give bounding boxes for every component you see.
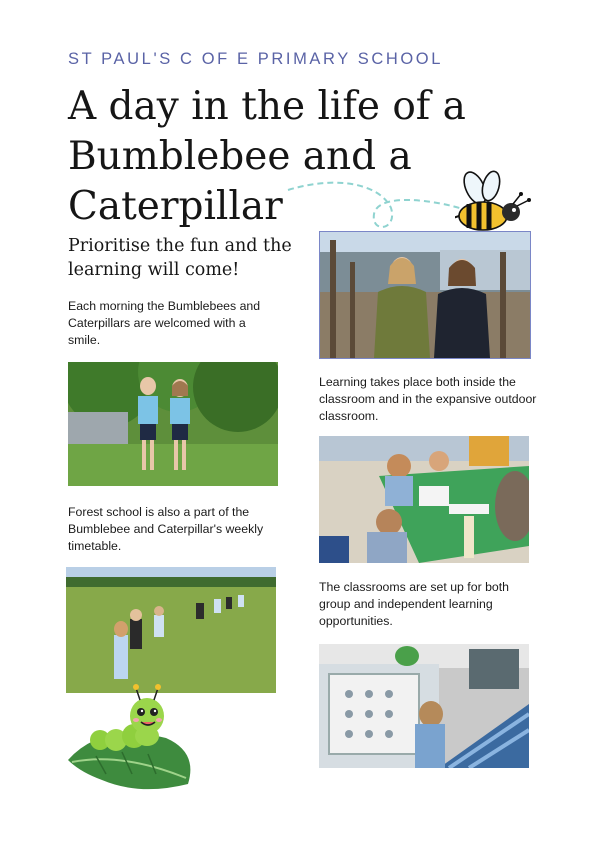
paragraph-learning: Learning takes place both inside the classroom and in the expansive outdoor classroom. [319, 375, 537, 423]
caterpillar-icon [62, 674, 196, 792]
school-name: ST PAUL'S C OF E PRIMARY SCHOOL [68, 50, 444, 68]
paragraph-forest: Forest school is also a part of the Bumblebee and Caterpillar's weekly timetable. [68, 505, 264, 553]
paragraph-morning: Each morning the Bumblebees and Caterpillars are welcomed with a smile. [68, 299, 261, 347]
bee-icon [455, 170, 537, 236]
photo-teachers [319, 231, 531, 359]
page-title: A day in the life of a Bumblebee and a Caterpillar [68, 84, 466, 229]
photo-water-play [319, 644, 529, 768]
tagline: Prioritise the fun and the learning will come! [68, 236, 292, 280]
paragraph-classrooms: The classrooms are set up for both group and independent learning opportunities. [319, 580, 510, 628]
photo-children-garden [68, 362, 278, 486]
photo-classroom-table [319, 436, 529, 563]
